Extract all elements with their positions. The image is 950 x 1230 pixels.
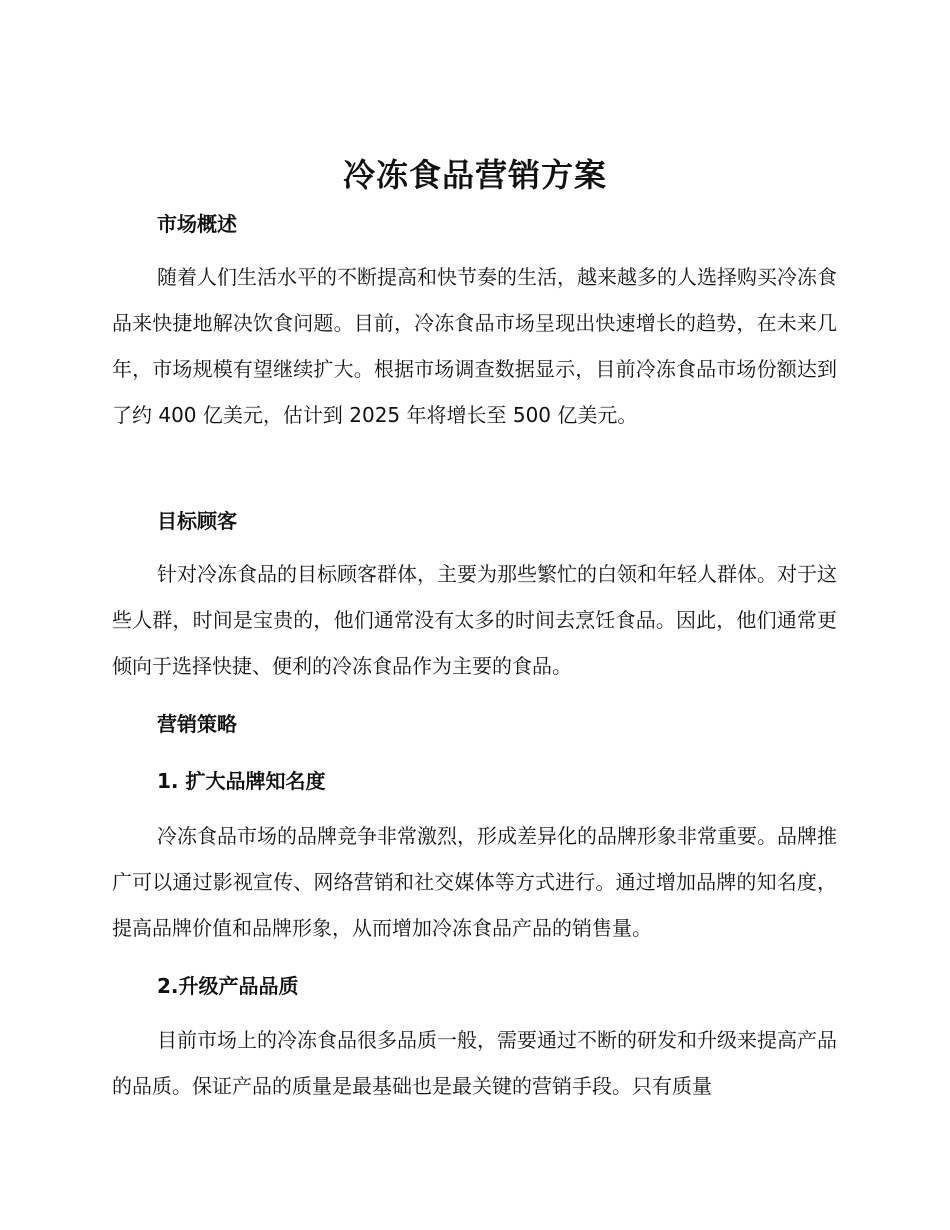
- section-heading-target-customers: 目标顾客: [157, 509, 237, 533]
- document-title: 冷冻食品营销方案: [342, 156, 607, 194]
- paragraph-market-overview: 随着人们生活水平的不断提高和快节奏的生活，越来越多的人选择购买冷冻食品来快捷地解决饮食问题。目前，冷冻食品市场呈现出快速增长的趋势，在未来几年，市场规模有望继续扩大。根据市场调查数据显示，目前冷冻食品市场份额达到了约 400 亿美元，估计到 2025 年将增长至 500 亿美元。: [112, 265, 837, 427]
- paragraph-target-customers: 针对冷冻食品的目标顾客群体，主要为那些繁忙的白领和年轻人群体。对于这些人群，时间是宝贵的，他们通常没有太多的时间去烹饪食品。因此，他们通常更倾向于选择快捷、便利的冷冻食品作为主要的食品。: [112, 562, 837, 678]
- subheading-upgrade-product-quality: 2.升级产品品质: [157, 974, 299, 998]
- subheading-expand-brand-awareness: 1. 扩大品牌知名度: [157, 769, 326, 793]
- section-heading-marketing-strategy: 营销策略: [157, 712, 237, 736]
- section-heading-market-overview: 市场概述: [157, 212, 237, 236]
- paragraph-upgrade-product-quality: 目前市场上的冷冻食品很多品质一般，需要通过不断的研发和升级来提高产品的品质。保证产品的质量是最基础也是最关键的营销手段。只有质量: [112, 1028, 837, 1098]
- paragraph-expand-brand-awareness: 冷冻食品市场的品牌竞争非常激烈，形成差异化的品牌形象非常重要。品牌推广可以通过影视宣传、网络营销和社交媒体等方式进行。通过增加品牌的知名度，提高品牌价值和品牌形象，从而增加冷冻食品产品的销售量。: [112, 824, 837, 940]
